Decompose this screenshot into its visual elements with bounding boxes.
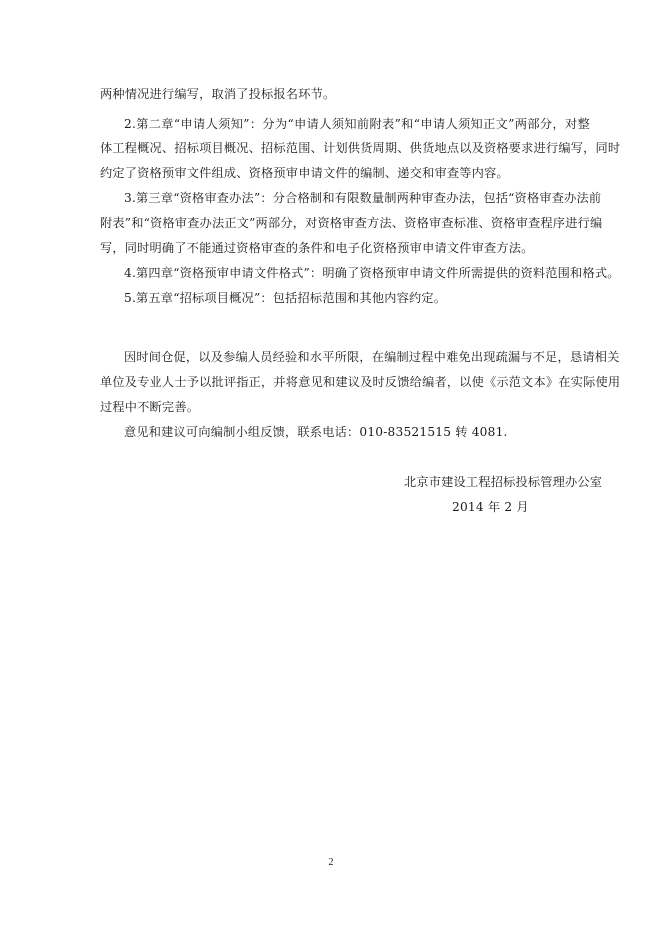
paragraph-line: 两种情况进行编写，取消了投标报名环节。 xyxy=(100,87,336,101)
signature-organization: 北京市建设工程招标投标管理办公室 xyxy=(404,475,603,489)
chapter-3-line: 3.第三章“资格审查办法”：分合格制和有限数量制两种审查办法，包括“资格审查办法前 xyxy=(124,191,602,205)
contact-line: 意见和建议可向编制小组反馈，联系电话：010-83521515 转 4081. xyxy=(124,425,508,439)
paragraph-line: 写，同时明确了不能通过资格审查的条件和电子化资格预审申请文件审查方法。 xyxy=(100,241,534,255)
closing-paragraph-line: 因时间仓促，以及参编人员经验和水平所限，在编制过程中难免出现疏漏与不足，恳请相关 xyxy=(124,350,620,364)
paragraph-line: 单位及专业人士予以批评指正，并将意见和建议及时反馈给编者，以使《示范文本》在实际使用 xyxy=(100,375,621,389)
paragraph-line: 过程中不断完善。 xyxy=(100,400,200,414)
chapter-4-line: 4.第四章“资格预审申请文件格式”：明确了资格预审申请文件所需提供的资料范围和格式。 xyxy=(124,266,620,280)
chapter-5-line: 5.第五章“招标项目概况”：包括招标范围和其他内容约定。 xyxy=(124,291,447,305)
paragraph-line: 体工程概况、招标项目概况、招标范围、计划供货周期、供货地点以及资格要求进行编写，同时 xyxy=(100,141,621,155)
paragraph-line: 附表”和“资格审查办法正文”两部分，对资格审查方法、资格审查标准、资格审查程序进行编 xyxy=(100,216,603,230)
page-number: 2 xyxy=(328,857,334,868)
chapter-2-line: 2.第二章“申请人须知”：分为“申请人须知前附表”和“申请人须知正文”两部分，对整 xyxy=(124,117,590,131)
signature-date: 2014 年 2 月 xyxy=(452,500,529,514)
paragraph-line: 约定了资格预审文件组成、资格预审申请文件的编制、递交和审查等内容。 xyxy=(100,166,509,180)
